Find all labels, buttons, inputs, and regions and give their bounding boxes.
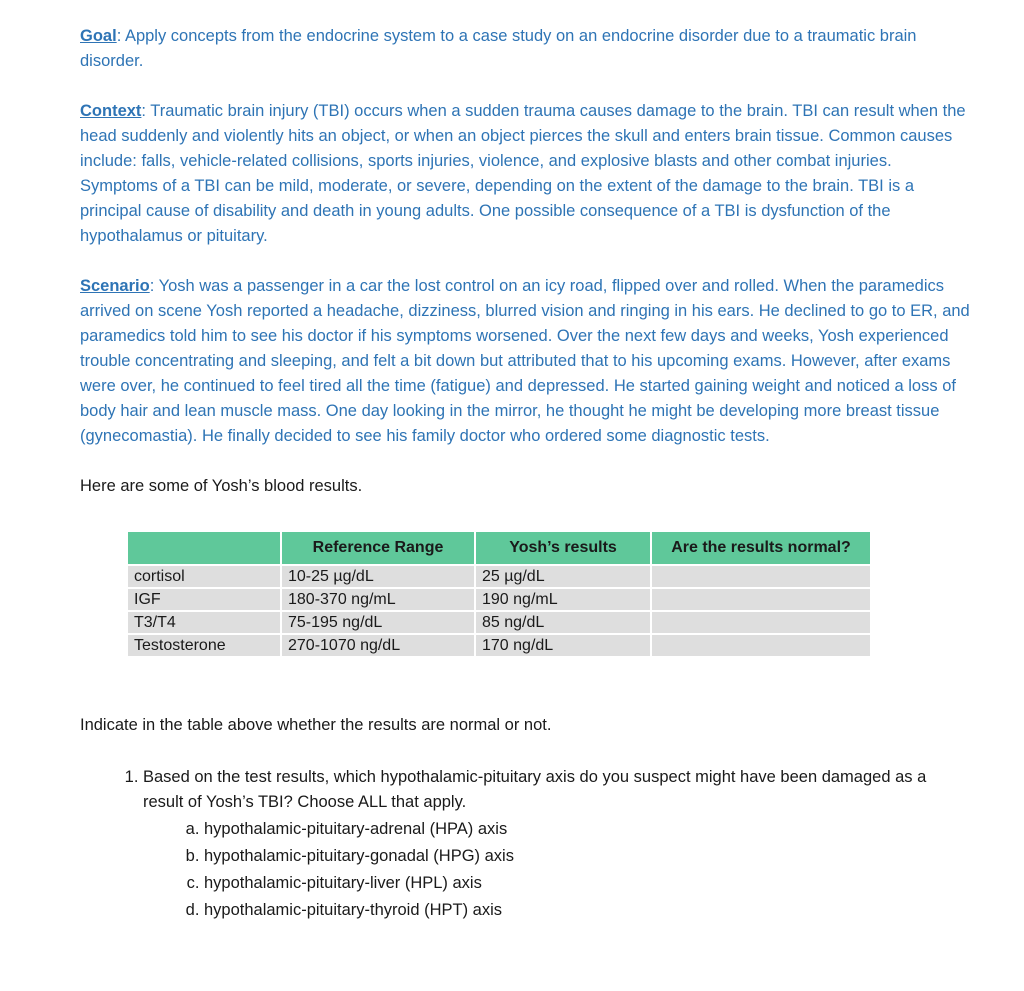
answer-option[interactable]: d. hypothalamic-pituitary-thyroid (HPT) axis — [204, 897, 963, 924]
context-paragraph — [80, 99, 970, 249]
reference-range-cell: 10-25 µg/dL — [282, 566, 474, 587]
normal-answer-cell[interactable] — [652, 635, 870, 656]
table-header-test — [128, 532, 280, 564]
scenario-text: : Yosh was a passenger in a car the lost control on an icy road, flipped over and rolled. When the paramedics arrived on scene Yosh reported a headache, dizziness, blurred vision and ringing in his ears. He declined to go to ER, and paramedics told him to see his doctor if his symptoms worsened. Over the next few days and weeks, Yosh experienced trouble concentrating and sleeping, and felt a bit down but attributed that to his upcoming exams. However, after exams were over, he continued to feel tired all the time (fatigue) and depressed. He started gaining weight and noticed a loss of body hair and lean muscle mass. One day looking in the mirror, he thought he might be developing more breast tissue (gynecomastia). He finally decided to see his family doctor who ordered some diagnostic tests. — [80, 277, 970, 445]
result-cell: 85 ng/dL — [476, 612, 650, 633]
table-row — [128, 635, 870, 656]
goal-label: Goal — [80, 27, 117, 45]
reference-range-cell: 75-195 ng/dL — [282, 612, 474, 633]
reference-range-cell: 270-1070 ng/dL — [282, 635, 474, 656]
normal-answer-cell[interactable] — [652, 566, 870, 587]
test-name-cell: cortisol — [128, 566, 280, 587]
table-row — [128, 566, 870, 587]
test-name-cell: IGF — [128, 589, 280, 610]
scenario-label: Scenario — [80, 277, 150, 295]
answer-option[interactable]: c. hypothalamic-pituitary-liver (HPL) axis — [204, 870, 963, 897]
reference-range-cell: 180-370 ng/mL — [282, 589, 474, 610]
answer-option[interactable]: a. hypothalamic-pituitary-adrenal (HPA) axis — [204, 816, 963, 843]
test-name-cell: Testosterone — [128, 635, 280, 656]
table-instruction: Indicate in the table above whether the results are normal or not. — [80, 716, 552, 734]
table-header-normal: Are the results normal? — [652, 532, 870, 564]
table-header-row — [128, 532, 870, 564]
question-list — [80, 765, 963, 924]
normal-answer-cell[interactable] — [652, 589, 870, 610]
answer-option[interactable]: b. hypothalamic-pituitary-gonadal (HPG) axis — [204, 843, 963, 870]
goal-text: : Apply concepts from the endocrine system to a case study on an endocrine disorder due to a traumatic brain disorder. — [80, 27, 917, 70]
goal-paragraph — [80, 24, 970, 74]
context-label: Context — [80, 102, 142, 120]
normal-answer-cell[interactable] — [652, 612, 870, 633]
result-cell: 170 ng/dL — [476, 635, 650, 656]
scenario-paragraph — [80, 274, 970, 449]
document-body — [80, 24, 970, 499]
table-row — [128, 612, 870, 633]
answer-options — [143, 816, 963, 924]
table-header-yosh-results: Yosh’s results — [476, 532, 650, 564]
blood-results-intro: Here are some of Yosh’s blood results. — [80, 477, 363, 495]
question-text: Based on the test results, which hypothalamic-pituitary axis do you suspect might have been damaged as a result of Yosh’s TBI? Choose ALL that apply. — [143, 768, 927, 811]
question-item — [143, 765, 963, 924]
context-text: : Traumatic brain injury (TBI) occurs when a sudden trauma causes damage to the brain. TBI can result when the head suddenly and violently hits an object, or when an object pierces the skull and enters brain tissue. Common causes include: falls, vehicle-related collisions, sports injuries, violence, and explosive blasts and other combat injuries. Symptoms of a TBI can be mild, moderate, or severe, depending on the extent of the damage to the brain. TBI is a principal cause of disability and death in young adults. One possible consequence of a TBI is dysfunction of the hypothalamus or pituitary. — [80, 102, 966, 245]
result-cell: 25 µg/dL — [476, 566, 650, 587]
blood-results-table — [126, 530, 872, 658]
result-cell: 190 ng/mL — [476, 589, 650, 610]
test-name-cell: T3/T4 — [128, 612, 280, 633]
table-header-reference-range: Reference Range — [282, 532, 474, 564]
table-row — [128, 589, 870, 610]
